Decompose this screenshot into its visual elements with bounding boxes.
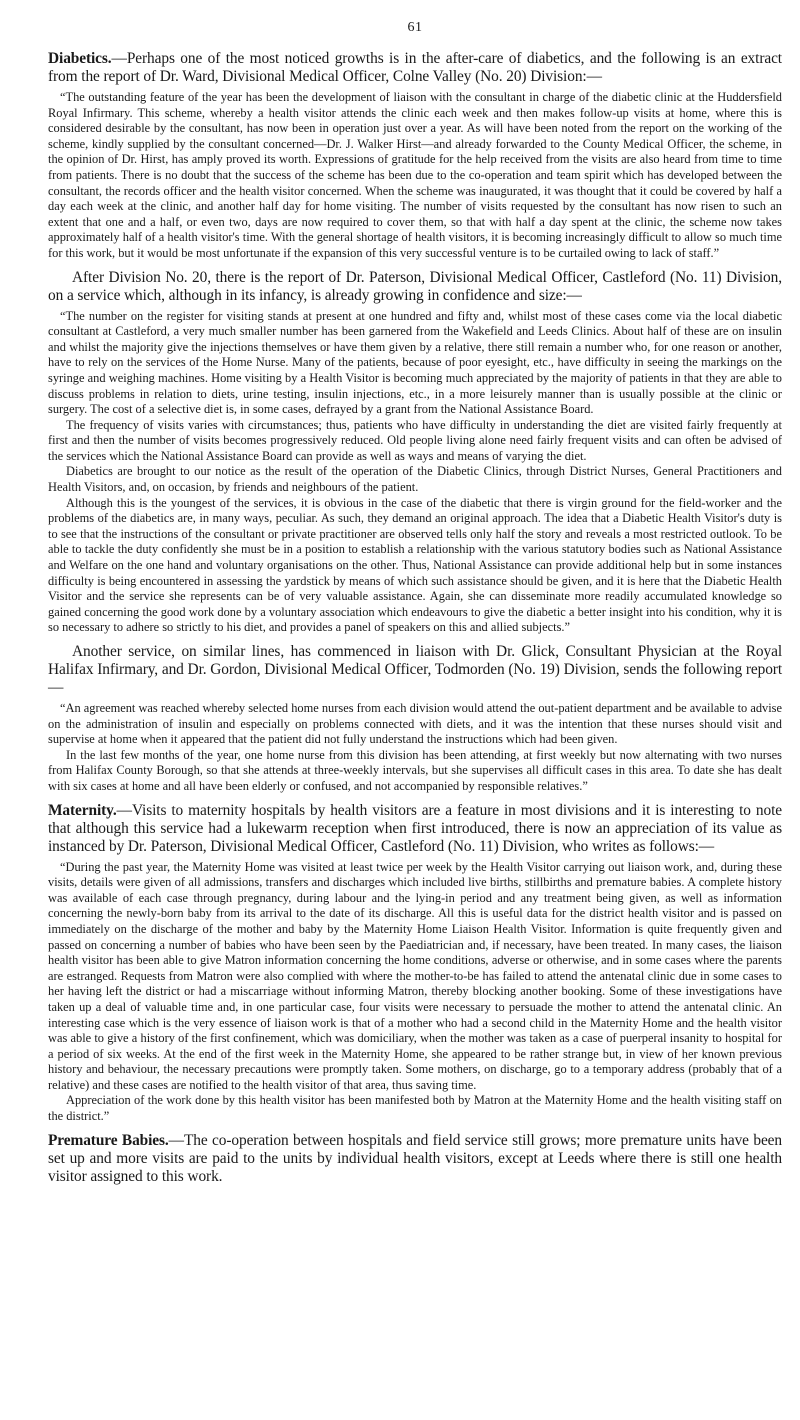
quote-paragraph: “The number on the register for visiting stands at present at one hundred and fifty and, whilst most of these cases come via the local diabetic consultant at Castleford, a very much smaller number has been garnered from the Wakefield and Leeds Clinics. About half of these are on insulin and whilst the majority give the injections themselves or have them given by a relative, there still remain a number who, for one reason or another, have to rely on the services of the Home Nurse. Many of the patients, because of poor eyesight, etc., have difficulty in seeing the markings on the syringe and weighing machines. Home visiting by a Health Visitor is becoming much appreciated by the majority of patients in that they are able to discuss problems in relation to diets, urine testing, insulin injections, etc., in a more leisurely manner than is usually possible at the clinic or surgery. The cost of a selective diet is, in some cases, defrayed by a grant from the National Assistance Board. — [48, 308, 782, 417]
quote-paragraph: Diabetics are brought to our notice as the result of the operation of the Diabetic Clinics, through District Nurses, General Practitioners and Health Visitors, and, on occasion, by friends and neighbours of the patient. — [48, 464, 782, 495]
page-number: 61 — [407, 20, 423, 35]
heading-premature-babies: Premature Babies. — [48, 1131, 169, 1149]
paragraph-castleford-diabetic: After Division No. 20, there is the report of Dr. Paterson, Divisional Medical Officer, Castleford (No. 11) Division, on a service which, although in its infancy, is already growing in confidence and size:— — [48, 268, 782, 304]
quote-paragraph: Appreciation of the work done by this health visitor has been manifested both by Matron at the Maternity Home and the health visiting staff on the district.” — [48, 1093, 782, 1124]
quote-paragraph: “An agreement was reached whereby selected home nurses from each division would attend the out-patient department and be available to advise on the administration of insulin and especially on problems connected with diets, and it was the intention that these nurses should visit and supervise at home when it appeared that the patient did not fully understand the instructions which had been given. — [48, 701, 782, 747]
paragraph-text: —The co-operation between hospitals and field service still grows; more premature units have been set up and more visits are paid to the units by individual health visitors, except at Leeds where there is still one health visitor assigned to this work. — [48, 1131, 782, 1185]
paragraph-text: —Perhaps one of the most noticed growths is in the after-care of diabetics, and the following is an extract from the report of Dr. Ward, Divisional Medical Officer, Colne Valley (No. 20) Division:— — [48, 50, 782, 85]
paragraph-diabetics — [48, 50, 782, 86]
quote-paragraph: Although this is the youngest of the services, it is obvious in the case of the diabetic that there is virgin ground for the field-worker and the problems of the diabetics are, in many ways, peculiar. As such, they demand an original approach. The idea that a Diabetic Health Visitor's duty is to see that the instructions of the consultant or private practitioner are observed tells only half the story and reveals a most restricted outlook. To be able to tackle the duty confidently she must be in a position to establish a relationship with the various statutory bodies such as National Assistance and Welfare on the one hand and voluntary organisations on the other. Thus, National Assistance can provide additional help but in some instances difficulty is being encountered in assessing the yardstick by means of which such assistance should be given, and it is here that the Diabetic Health Visitor and the service she represents can be of very valuable assistance. Again, she can disseminate more readily accumulated knowledge so gained concerning the good work done by a voluntary association which endeavours to give the diabetic a better insight into his condition, why it is so necessary to adhere so strictly to his diet, and provides a panel of speakers on this and allied subjects.” — [48, 495, 782, 635]
quote-paragraph: “The outstanding feature of the year has been the development of liaison with the consultant in charge of the diabetic clinic at the Huddersfield Royal Infirmary. This scheme, whereby a health visitor attends the clinic each week and then makes follow-up visits at home, where this is considered desirable by the consultant, has now been in operation just over a year. As will have been noted from the report on the working of the scheme, kindly supplied by the consultant concerned—Dr. J. Walker Hirst—and already forwarded to the County Medical Officer, the scheme, in the opinion of Dr. Hirst, has amply proved its worth. Expressions of gratitude for the help received from the visits are also heard from time to time from patients. There is no doubt that the success of the scheme has been due to the co-operation and team spirit which has developed between the consultant, the records officer and the health visitor concerned. When the scheme was inaugurated, it was thought that it could be covered by half a day each week at the clinic, and another half day for home visiting. The number of visits requested by the consultant has now risen to such an extent that one and a half, or even two, days are now required to cover them, so that with half a day spent at the clinic, the scheme now takes approximately half of a health visitor's time. With the general shortage of health visitors, it is becoming increasingly difficult to allow so much time for this work, but it would be most unfortunate if the expansion of this very successful venture is to be curtailed owing to lack of staff.” — [48, 90, 782, 260]
paragraph-text: —Visits to maternity hospitals by health visitors are a feature in most divisions and it is interesting to note that although this service had a lukewarm reception when first introduced, there is now an appreciation of its value as instanced by Dr. Paterson, Divisional Medical Officer, Castleford (No. 11) Division, who writes as follows:— — [48, 801, 782, 855]
quote-paragraph: The frequency of visits varies with circumstances; thus, patients who have difficulty in understanding the diet are visited fairly frequently at first and then the number of visits becomes progressively reduced. Old people living alone need fairly frequent visits and can often be advised of the services which the National Assistance Board can provide as well as ways and means of varying the diet. — [48, 417, 782, 463]
paragraph-maternity — [48, 802, 782, 856]
heading-diabetics: Diabetics. — [48, 50, 112, 67]
quote-paragraph: “During the past year, the Maternity Home was visited at least twice per week by the Health Visitor carrying out liaison work, and, during these visits, details were given of all admissions, transfers and discharges which included live births, stillbirths and premature babies. A complete history was available of each case through pregnancy, during labour and the lying-in period and any treatment being given, as well as information concerning the newly-born baby from its arrival to the date of its discharge. All this is useful data for the district health visitor and is passed on immediately on the discharge of the mother and baby by the Maternity Home Liaison Health Visitor. Information is quite frequently given and passed on concerning a number of babies who have been seen by the Paediatrician and, if necessary, have been treated. In many cases, the liaison health visitor has been able to give Matron information concerning the home conditions, adverse or otherwise, and in some cases where the parents are estranged. Requests from Matron were also complied with where the mother-to-be has failed to attend the antenatal clinic due in some cases to her having left the district or had a miscarriage without informing Matron, thereby blocking another booking. Some of these investigations have taken up a deal of valuable time and, in one particular case, four visits were necessary to persuade the mother to attend the antenatal clinic. An interesting case which is the very essence of liaison work is that of a mother who had a second child in the Maternity Home and the health visitor was able to give a history of the first confinement, which was domiciliary, when the mother was taken as a case of puerperal insanity to hospital for a period of six weeks. At the end of the first week in the Maternity Home, she appeared to be rather strange but, in view of her known previous history and behaviour, the necessary precautions were promptly taken. Some mothers, on discharge, go to a temporary address (probably that of a relative) and these cases are notified to the health visitor of that area, thus saving time. — [48, 859, 782, 1092]
paragraph-halifax-service: Another service, on similar lines, has commenced in liaison with Dr. Glick, Consultant Physician at the Royal Halifax Infirmary, and Dr. Gordon, Divisional Medical Officer, Todmorden (No. 19) Division, sends the following report— — [48, 643, 782, 696]
page-content — [48, 50, 782, 1186]
quote-paragraph: In the last few months of the year, one home nurse from this division has been attending, at first weekly but now alternating with two nurses from Halifax County Borough, so that she attends at three-weekly intervals, but she supervises all difficult cases in this area. To date she has dealt with six cases at home and all have been elderly or confused, and not accompanied by responsible relatives.” — [48, 747, 782, 793]
paragraph-premature-babies — [48, 1132, 782, 1186]
heading-maternity: Maternity. — [48, 801, 117, 819]
